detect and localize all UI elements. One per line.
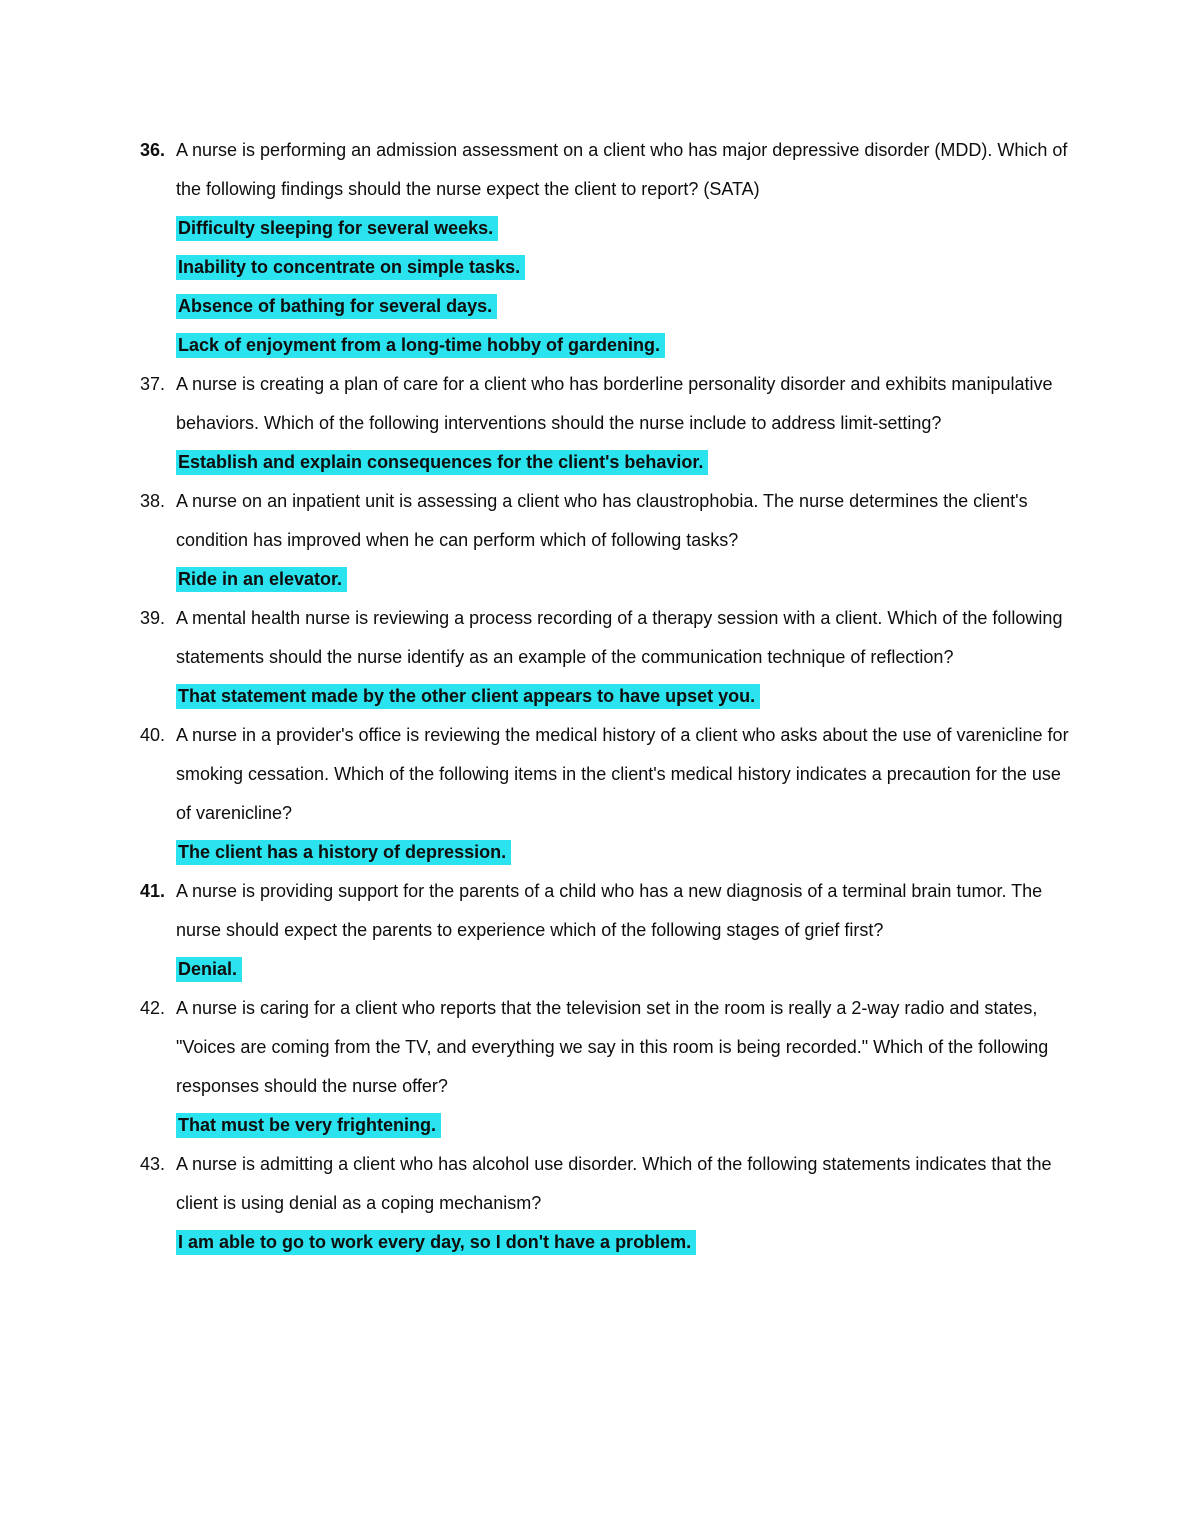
- question-number: 41.: [140, 881, 166, 901]
- answer-line: [176, 833, 1076, 872]
- question-item: [140, 482, 1076, 599]
- answer-line: [176, 1106, 1076, 1145]
- answer-line: [176, 443, 1076, 482]
- answer-highlight-text: Absence of bathing for several days.: [176, 294, 497, 319]
- question-text: A nurse on an inpatient unit is assessing a client who has claustrophobia. The nurse determines the client's condition has improved when he can perform which of following tasks?: [176, 491, 1028, 550]
- question-item: [140, 131, 1076, 365]
- answer-highlight-text: I am able to go to work every day, so I don't have a problem.: [176, 1230, 696, 1255]
- answer-highlight-text: Denial.: [176, 957, 242, 982]
- question-text: A nurse is caring for a client who reports that the television set in the room is really a 2-way radio and states, "Voices are coming from the TV, and everything we say in this room is being recorded." Which of the following responses should the nurse offer?: [176, 998, 1049, 1096]
- answer-line: [176, 287, 1076, 326]
- answer-line: [176, 209, 1076, 248]
- question-item: [140, 716, 1076, 872]
- question-text: A nurse is providing support for the parents of a child who has a new diagnosis of a terminal brain tumor. The nurse should expect the parents to experience which of the following stages of grief first?: [176, 881, 1043, 940]
- answer-highlight-text: That statement made by the other client appears to have upset you.: [176, 684, 760, 709]
- answer-highlight-text: Establish and explain consequences for the client's behavior.: [176, 450, 708, 475]
- answer-line: [176, 677, 1076, 716]
- question-item: [140, 1145, 1076, 1262]
- question-body: [176, 365, 1076, 482]
- question-body: [176, 989, 1076, 1145]
- question-body: [176, 1145, 1076, 1262]
- question-number: 43.: [140, 1154, 166, 1174]
- answer-highlight-text: Ride in an elevator.: [176, 567, 347, 592]
- question-number: 36.: [140, 140, 166, 160]
- question-number: 37.: [140, 374, 166, 394]
- question-number: 40.: [140, 725, 166, 745]
- question-body: [176, 716, 1076, 872]
- question-text: A nurse is creating a plan of care for a client who has borderline personality disorder and exhibits manipulative behaviors. Which of the following interventions should the nurse include to address limit-setting?: [176, 374, 1053, 433]
- question-body: [176, 482, 1076, 599]
- answer-line: [176, 248, 1076, 287]
- answer-line: [176, 950, 1076, 989]
- question-number: 38.: [140, 491, 166, 511]
- question-item: [140, 872, 1076, 989]
- answer-highlight-text: Lack of enjoyment from a long-time hobby of gardening.: [176, 333, 665, 358]
- question-list: [140, 131, 1076, 1262]
- answer-highlight-text: Difficulty sleeping for several weeks.: [176, 216, 498, 241]
- question-item: [140, 599, 1076, 716]
- question-number: 42.: [140, 998, 166, 1018]
- answer-line: [176, 1223, 1076, 1262]
- answer-highlight-text: That must be very frightening.: [176, 1113, 441, 1138]
- question-text: A mental health nurse is reviewing a process recording of a therapy session with a client. Which of the following statements should the nurse identify as an example of the communication technique of reflection?: [176, 608, 1063, 667]
- question-text: A nurse in a provider's office is reviewing the medical history of a client who asks about the use of varenicline for smoking cessation. Which of the following items in the client's medical history indicates a precaution for the use of varenicline?: [176, 725, 1069, 823]
- question-body: [176, 872, 1076, 989]
- question-item: [140, 365, 1076, 482]
- question-body: [176, 131, 1076, 365]
- question-body: [176, 599, 1076, 716]
- question-item: [140, 989, 1076, 1145]
- question-text: A nurse is admitting a client who has alcohol use disorder. Which of the following statements indicates that the client is using denial as a coping mechanism?: [176, 1154, 1052, 1213]
- question-number: 39.: [140, 608, 166, 628]
- question-text: A nurse is performing an admission assessment on a client who has major depressive disorder (MDD). Which of the following findings should the nurse expect the client to report? (SATA): [176, 140, 1068, 199]
- answer-highlight-text: The client has a history of depression.: [176, 840, 511, 865]
- answer-line: [176, 560, 1076, 599]
- answer-line: [176, 326, 1076, 365]
- answer-highlight-text: Inability to concentrate on simple tasks.: [176, 255, 525, 280]
